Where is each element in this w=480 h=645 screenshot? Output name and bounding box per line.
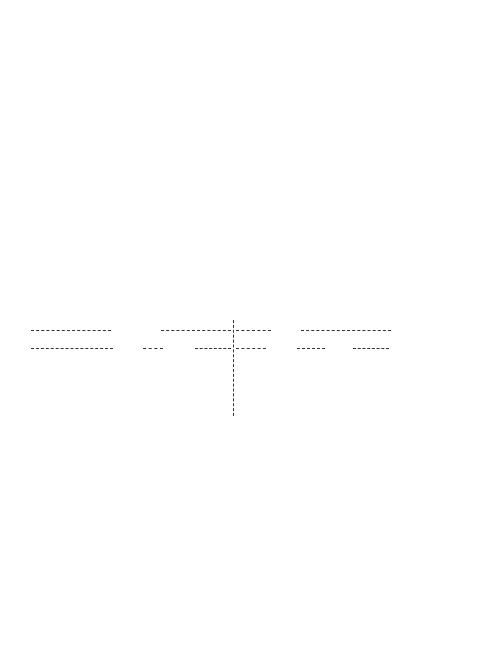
table-rule [195, 348, 231, 349]
table-column-divider [233, 320, 234, 416]
table-rule [161, 330, 231, 331]
results-table [31, 320, 431, 420]
table-rule [31, 330, 111, 331]
table-rule [297, 348, 325, 349]
table-rule [143, 348, 163, 349]
table-rule [31, 348, 113, 349]
table-rule [236, 330, 271, 331]
table-rule [353, 348, 389, 349]
table-rule [301, 330, 391, 331]
table-rule [236, 348, 266, 349]
